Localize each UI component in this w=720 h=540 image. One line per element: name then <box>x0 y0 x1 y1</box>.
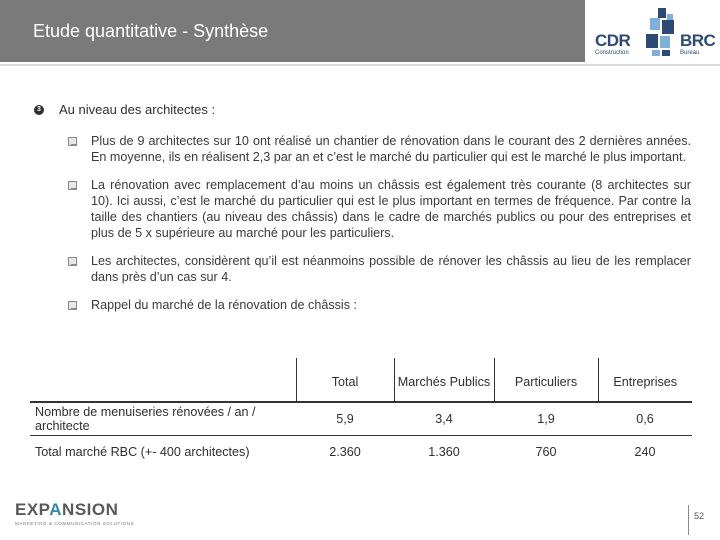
section-heading <box>34 102 215 117</box>
logo-brc-subtext: Bureau <box>680 50 700 56</box>
market-table <box>30 358 692 468</box>
expansion-wordmark <box>15 500 118 520</box>
expansion-tagline: MARKETING & COMMUNICATION SOLUTIONS <box>15 521 135 526</box>
bullet-item <box>67 177 691 241</box>
section-number-badge: 3 <box>34 105 44 115</box>
table-cell: 760 <box>535 444 557 459</box>
company-logo <box>588 2 718 62</box>
table-cell: 0,6 <box>598 402 692 435</box>
checkbox-bullet-icon <box>68 257 77 266</box>
expansion-logo <box>15 500 145 530</box>
checkbox-bullet-icon <box>68 137 77 146</box>
table-header-cell <box>30 358 296 402</box>
table-header-cell: Particuliers <box>494 358 598 402</box>
table-cell: 3,4 <box>394 402 494 435</box>
checkbox-bullet-icon <box>68 181 77 190</box>
table-row <box>30 402 692 435</box>
header-bar <box>0 0 585 62</box>
bullet-text: La rénovation avec remplacement d’au moins un châssis est également très courante (8 architectes sur 10). Ici aussi, c’est le marché du particulier qui est le plus important en termes de fréquence. Par contre la taille des chantiers (au niveau des châssis) dans le cadre de marchés publics ou pour des entreprises et plus de 5 x supérieure au marché pour les particuliers. <box>91 178 691 240</box>
bullet-text: Les architectes, considèrent qu’il est néanmoins possible de rénover les châssis au lieu de les remplacer dans près d’un cas sur 4. <box>91 254 691 284</box>
table-cell: 240 <box>634 444 656 459</box>
page-number: 52 <box>694 511 705 521</box>
bullet-list <box>67 133 691 325</box>
bullet-item <box>67 297 691 313</box>
table-row-label: Total marché RBC (+- 400 architectes) <box>35 444 250 459</box>
wordmark-part: EXP <box>15 500 50 519</box>
footer-divider <box>688 505 689 535</box>
table-row-label: Nombre de menuiseries rénovées / an / architecte <box>30 402 296 435</box>
logo-brc-text: BRC <box>680 31 716 50</box>
table-header-cell: Entreprises <box>598 358 692 402</box>
wordmark-part: NSION <box>62 500 119 519</box>
table-header-row <box>30 358 692 402</box>
section-title: Au niveau des architectes : <box>59 102 216 117</box>
bullet-text: Plus de 9 architectes sur 10 ont réalisé un chantier de rénovation dans le courant des 2 dernières années. En moyenne, ils en réalisent 2,3 par an et c’est le marché du particulier qui est le marché le plus important. <box>91 134 691 164</box>
bullet-item <box>67 253 691 285</box>
table-header-cell: Total <box>296 358 394 402</box>
header-divider <box>0 64 720 66</box>
table-cell: 2.360 <box>329 444 361 459</box>
table-cell: 5,9 <box>296 402 394 435</box>
logo-mark-icon <box>638 6 680 58</box>
page-title: Etude quantitative - Synthèse <box>33 21 269 41</box>
logo-cdr-subtext: Construction <box>595 50 629 56</box>
table-header-cell: Marchés Publics <box>394 358 494 402</box>
checkbox-bullet-icon <box>68 301 77 310</box>
table-cell: 1.360 <box>428 444 460 459</box>
logo-cdr-text: CDR <box>595 31 631 50</box>
table-row <box>30 435 692 468</box>
wordmark-accent: A <box>49 500 63 519</box>
bullet-text: Rappel du marché de la rénovation de châssis : <box>91 298 358 312</box>
bullet-item <box>67 133 691 165</box>
table-cell: 1,9 <box>494 402 598 435</box>
